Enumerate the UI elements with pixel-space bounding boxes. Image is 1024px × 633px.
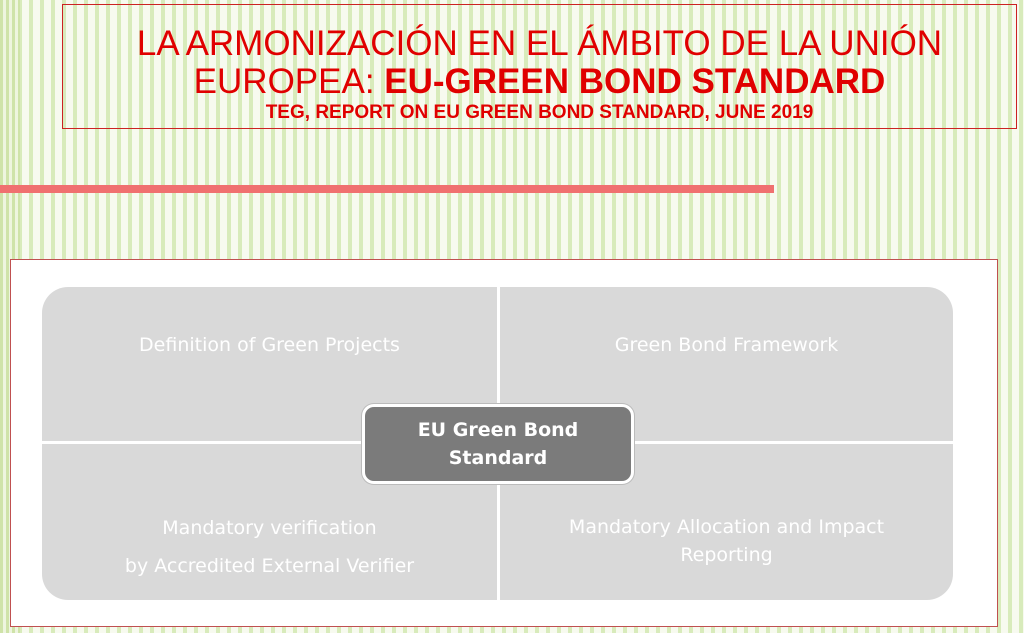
quadrant-top-left: Definition of Green Projects bbox=[139, 334, 400, 356]
quadrant-bottom-right-line2: Reporting bbox=[680, 544, 773, 566]
center-standard-box bbox=[362, 404, 634, 484]
title-line-2-plain: EUROPEA: bbox=[193, 62, 385, 101]
quadrant-bottom-right-line1: Mandatory Allocation and Impact bbox=[568, 516, 885, 538]
subtitle: TEG, REPORT ON EU GREEN BOND STANDARD, JUNE 2019 bbox=[265, 102, 814, 123]
quadrant-bottom-left-line1: Mandatory verification bbox=[162, 517, 377, 539]
quadrant-bottom-left-line2: by Accredited External Verifier bbox=[124, 555, 415, 577]
center-line2: Standard bbox=[448, 447, 548, 469]
title-line-2 bbox=[63, 63, 1016, 101]
quadrant-top-right: Green Bond Framework bbox=[614, 334, 839, 356]
title-line-2-bold: EU-GREEN BOND STANDARD bbox=[384, 62, 886, 101]
title-box bbox=[62, 4, 1017, 129]
center-line1: EU Green Bond bbox=[417, 419, 579, 441]
accent-bar bbox=[0, 185, 774, 193]
quadrant-bottom-right bbox=[500, 513, 953, 569]
quadrant-bottom-left bbox=[42, 509, 497, 585]
title-line-1: LA ARMONIZACIÓN EN EL ÁMBITO DE LA UNIÓN bbox=[136, 24, 943, 63]
